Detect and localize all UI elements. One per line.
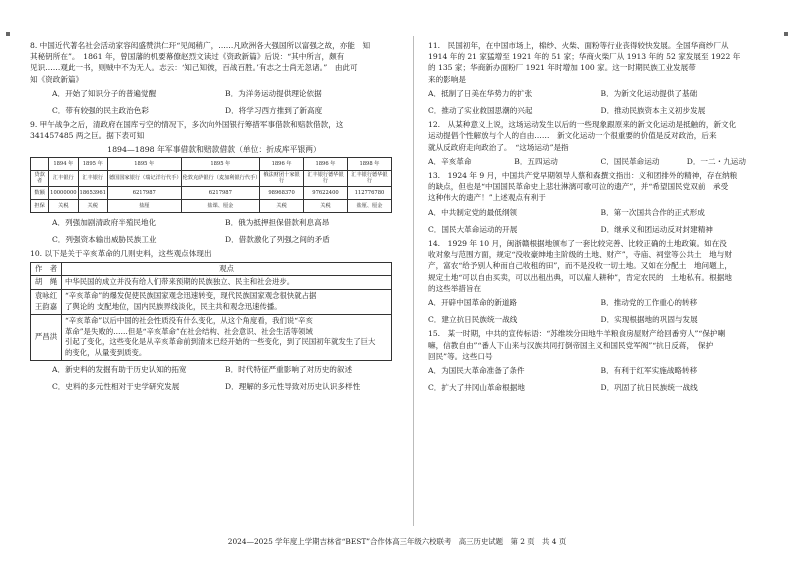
- table-cell: 关税: [304, 200, 348, 213]
- table-cell: 18653961: [78, 187, 107, 200]
- table-cell: 数额: [31, 187, 49, 200]
- question-text: 嘛，信教自由”“番人下山来与汉族共同打倒帝国主义和国民党军阀”“抗日反蒋， 保护: [428, 340, 714, 350]
- table-cell: 1898 年: [347, 157, 391, 170]
- option-b: B．五四运动: [514, 156, 558, 166]
- author-cell: 胡 绳: [31, 276, 62, 290]
- option-b: B．时代特征严重影响了对历史的叙述: [225, 365, 353, 374]
- question-text: 13. 1924 年 9 月，中国共产党早期领导人蔡和森撰文指出：义和团排外的精神，存在纳粮: [428, 171, 738, 181]
- option-b: B．有利于红军实施战略转移: [600, 366, 698, 376]
- answer-options: [428, 297, 773, 325]
- question-9: [30, 119, 398, 245]
- option-c: C．带有较强的民主政治色彩: [52, 106, 149, 116]
- option-d: D．借款激化了列强之间的矛盾: [225, 235, 330, 245]
- question-text: 规定土地“可以自由买卖，可以出租出典，可以雇人耕种”，肯定农民的 土地私有。根据地: [428, 272, 732, 282]
- loan-table: [30, 157, 392, 213]
- question-text: 10. 以下是关于辛亥革命的几则史料，这些观点体现出: [30, 249, 212, 259]
- option-d: D．理解的多元性导致对历史认识多样性: [225, 382, 361, 392]
- option-c: C．史料的多元性相对于史学研究发展: [52, 382, 180, 392]
- table-cell: 担保: [31, 200, 49, 213]
- option-a: A．列强加剧清政府半殖民地化: [52, 218, 157, 228]
- author-cell: 严昌洪: [31, 314, 62, 360]
- option-a: A．抵制了日美在华势力的扩张: [428, 88, 533, 98]
- question-text: 14. 1929 年 10 月，闽浙赣根据地颁布了一套比较完善、比较正确的土地政策。如在没: [428, 239, 727, 249]
- question-text: 就从反政府走向政治了。 “这场运动”是指: [428, 142, 569, 152]
- option-c: C．列强资本输出威胁民族工业: [52, 235, 157, 245]
- question-text: 的 135 家；华商新办面粉厂 1921 年时增加 100 家。这一时期民族工业发展带: [428, 63, 696, 73]
- column-divider: [413, 36, 414, 526]
- column-header: 观点: [62, 262, 392, 276]
- question-12: [428, 119, 773, 167]
- viewpoint-table: [30, 262, 392, 361]
- table-cell: 1896 年: [260, 157, 304, 170]
- question-text: 运动提倡个性解放与个人的自由…… 新文化运动一个很重要的价值是反对政治，后来: [428, 131, 717, 141]
- viewpoint-text: 中华民国的成立并没有给人们带来预期的民族独立、民主和社会进步。: [65, 277, 295, 287]
- question-text: 11. 民国初年，在中国市场上，棉纱、火柴、面粉等行业丧得较快发展。全国华商纱厂从: [428, 41, 729, 50]
- answer-options: [30, 217, 398, 245]
- table-cell: 盐课、厘金: [181, 200, 260, 213]
- table-cell: 112776780: [347, 187, 391, 200]
- table-row: [31, 276, 392, 290]
- table-cell: 1895 年: [181, 157, 260, 170]
- viewpoint-text: 引起了变化，这些变化是从辛亥革命前到清末已经开始的一些变化，到了民国初年就发生了巨大: [65, 337, 376, 347]
- option-d: D．一二・九运动: [686, 156, 746, 166]
- question-text: 341457485 两之巨。据下表可知: [30, 131, 145, 141]
- table-cell: 关税: [78, 200, 107, 213]
- question-text: 15. 某一时期，中共的宣传标语：“苏维埃分田地牛羊粮食房屋财产给回番穷人”“保护喇: [428, 329, 726, 339]
- table-cell: 关税: [260, 200, 304, 213]
- viewpoint-cell: [62, 290, 392, 315]
- question-text: 回民”等。这些口号: [428, 351, 493, 361]
- question-8: [30, 40, 398, 116]
- question-14: [428, 238, 773, 325]
- question-text: 收对象与范围方面，规定“没收豪绅地主阶级的土地、财产”，寺庙、祠堂等公共土 地与财: [428, 250, 732, 260]
- table-cell: 6217987: [181, 187, 260, 200]
- author-cell: 袁咏红王韵嘉: [31, 290, 62, 315]
- table-cell: 97622400: [304, 187, 348, 200]
- answer-options: [428, 207, 773, 235]
- question-text: 来的影响是: [428, 74, 466, 84]
- table-caption: 1894—1898 年军事借款和赔款借款（单位：折成库平银两）: [107, 144, 321, 154]
- table-cell: 汇丰银行德华银行: [304, 170, 348, 186]
- table-row: [31, 157, 392, 170]
- table-cell: 德国国家银行（瑞记洋行代手）: [107, 170, 181, 186]
- option-d: D．推动民族资本主义初步发展: [600, 106, 706, 116]
- table-row: [31, 200, 392, 213]
- table-cell: 汇丰银行: [78, 170, 107, 186]
- question-text: 8. 中国近代著名社会活动家容闳盛赞洪仁玕“见闻稍广，……凡欧洲各大强国所以富强之故，亦能 知: [30, 41, 371, 50]
- question-13: [428, 170, 773, 235]
- question-text: 9. 甲午战争之后，清政府在国库亏空的情况下，多次向外国银行筹措军事借款和赔款借款，这: [30, 120, 344, 130]
- table-cell: 盐厘: [107, 200, 181, 213]
- table-cell: [31, 157, 49, 170]
- option-b: B．第一次国共合作的正式形成: [600, 207, 705, 217]
- question-text: 的这些举措旨在: [428, 283, 482, 293]
- table-row: [31, 290, 392, 315]
- option-a: A．新史料的发掘有助于历史认知的拓宽: [52, 365, 187, 374]
- right-column: [428, 40, 773, 396]
- question-text: 12. 从某种意义上说，这场运动发生以后的一些现象跟原来的新文化运动是抵触的，新文化: [428, 120, 737, 130]
- option-b: B．为洋务运动提供理论依据: [225, 88, 322, 98]
- option-c: C．国民大革命运动的开展: [428, 224, 518, 234]
- option-a: A．开辟中国革命的新道路: [428, 298, 518, 308]
- table-cell: 1894 年: [49, 157, 78, 170]
- question-text: 其秘钥所在”。 1861 年，曾国藩的机要幕僚赵烈文读过《资政新篇》后说：“其中所言，颇有: [30, 52, 345, 62]
- answer-options: [30, 88, 398, 116]
- option-c: C．建立抗日民族统一战线: [428, 315, 518, 325]
- viewpoint-cell: [62, 314, 392, 360]
- table-cell: 汇丰银行德华银行: [347, 170, 391, 186]
- question-text: 这种伟大的遗产！”上述观点有利于: [428, 193, 546, 203]
- table-row: [31, 170, 392, 186]
- option-c: C．扩大了井冈山革命根据地: [428, 383, 525, 393]
- option-b: B．推动党的工作重心的转移: [600, 298, 698, 308]
- option-d: D．将学习西方推到了新高度: [225, 106, 323, 116]
- table-cell: 6217987: [107, 187, 181, 200]
- option-a: A．开始了知识分子的普遍觉醒: [52, 88, 157, 98]
- table-cell: 贷款者: [31, 170, 49, 186]
- question-text: 的缺点，但也是“中国国民革命史上悲壮淋漓可歌可泣的遗产”，并“希望国民党双前 承受: [428, 182, 729, 192]
- table-cell: 盐厘、厘金: [347, 200, 391, 213]
- option-a: A．辛亥革命: [428, 156, 472, 166]
- question-10: [30, 248, 398, 392]
- option-b: B．俄为抵押担保借款利息高昂: [225, 218, 330, 228]
- table-cell: 关税: [49, 200, 78, 213]
- table-header-row: [31, 262, 392, 276]
- option-c: C．国民革命运动: [600, 156, 660, 166]
- viewpoint-text: 革命”是失败的……但是“辛亥革命”在社会结构、社会意识、社会生活等领域: [65, 326, 313, 336]
- answer-options: [30, 364, 398, 392]
- option-d: D．巩固了抗日民族统一战线: [600, 383, 698, 393]
- table-row: [31, 187, 392, 200]
- left-column: [30, 40, 398, 395]
- table-cell: 1896 年: [304, 157, 348, 170]
- table-cell: 1895 年: [107, 157, 181, 170]
- question-11: [428, 40, 773, 116]
- question-text: 产，富农“给予别人种而自己收租的田”，而不是没收一切土地。又如在分配土 地问题上，: [428, 261, 732, 271]
- viewpoint-text: 了舆论的 支配地位，国内民族界线淡化，民主共和观念迅速传播。: [65, 302, 282, 312]
- page-footer: 2024—2025 学年度上学期吉林省“BEST”合作体高三年级六校联考 高三历史试题 第 2 页 共 4 页: [227, 537, 567, 546]
- option-a: A．中共制定党的最低纲领: [428, 207, 518, 217]
- question-15: [428, 328, 773, 393]
- table-cell: 伦敦克萨银行（麦加利银行代手）: [181, 170, 260, 186]
- table-cell: 汇丰银行: [49, 170, 78, 186]
- table-cell: 10000000: [49, 187, 78, 200]
- question-text: 知《资政新篇》: [30, 74, 84, 84]
- question-text: 见识……观此一书，则贼中不为无人。志云：‘知己知彼，百战百胜。’有志之士尚无忽诸。” 由此可: [30, 63, 358, 73]
- table-row: [31, 314, 392, 360]
- corner-mark: [784, 32, 788, 36]
- answer-options: [428, 365, 773, 393]
- option-a: A．为国民大革命准备了条件: [428, 366, 525, 376]
- option-d: D．实现根据地的巩固与发展: [600, 315, 698, 325]
- table-cell: 98968370: [260, 187, 304, 200]
- answer-options: [428, 156, 773, 167]
- viewpoint-text: “辛亥革命”的爆发促使民族国家观念迅速转变，现代民族国家观念很快就占据: [65, 291, 317, 301]
- table-cell: 1895 年: [78, 157, 107, 170]
- viewpoint-text: 的变化，从量变到质变。: [65, 348, 147, 358]
- viewpoint-cell: [62, 276, 392, 290]
- option-c: C．推动了实业救国思潮的兴起: [428, 106, 533, 116]
- option-d: D．继承义和团运动反对封建精神: [600, 224, 713, 234]
- option-b: B．为新文化运动提供了基础: [600, 88, 698, 98]
- table-cell: 俄法财团十家银行: [260, 170, 304, 186]
- question-text: 1914 年的 21 家猛增至 1921 年的 51 家；华商火柴厂从 1913 年的 52 家发展至 1922 年: [428, 52, 741, 62]
- viewpoint-text: “辛亥革命”以后中国的社会性质没有什么变化，从这个角度看，我们说“辛亥: [65, 315, 313, 325]
- corner-mark: [6, 32, 10, 36]
- column-header: 作 者: [31, 262, 62, 276]
- answer-options: [428, 88, 773, 116]
